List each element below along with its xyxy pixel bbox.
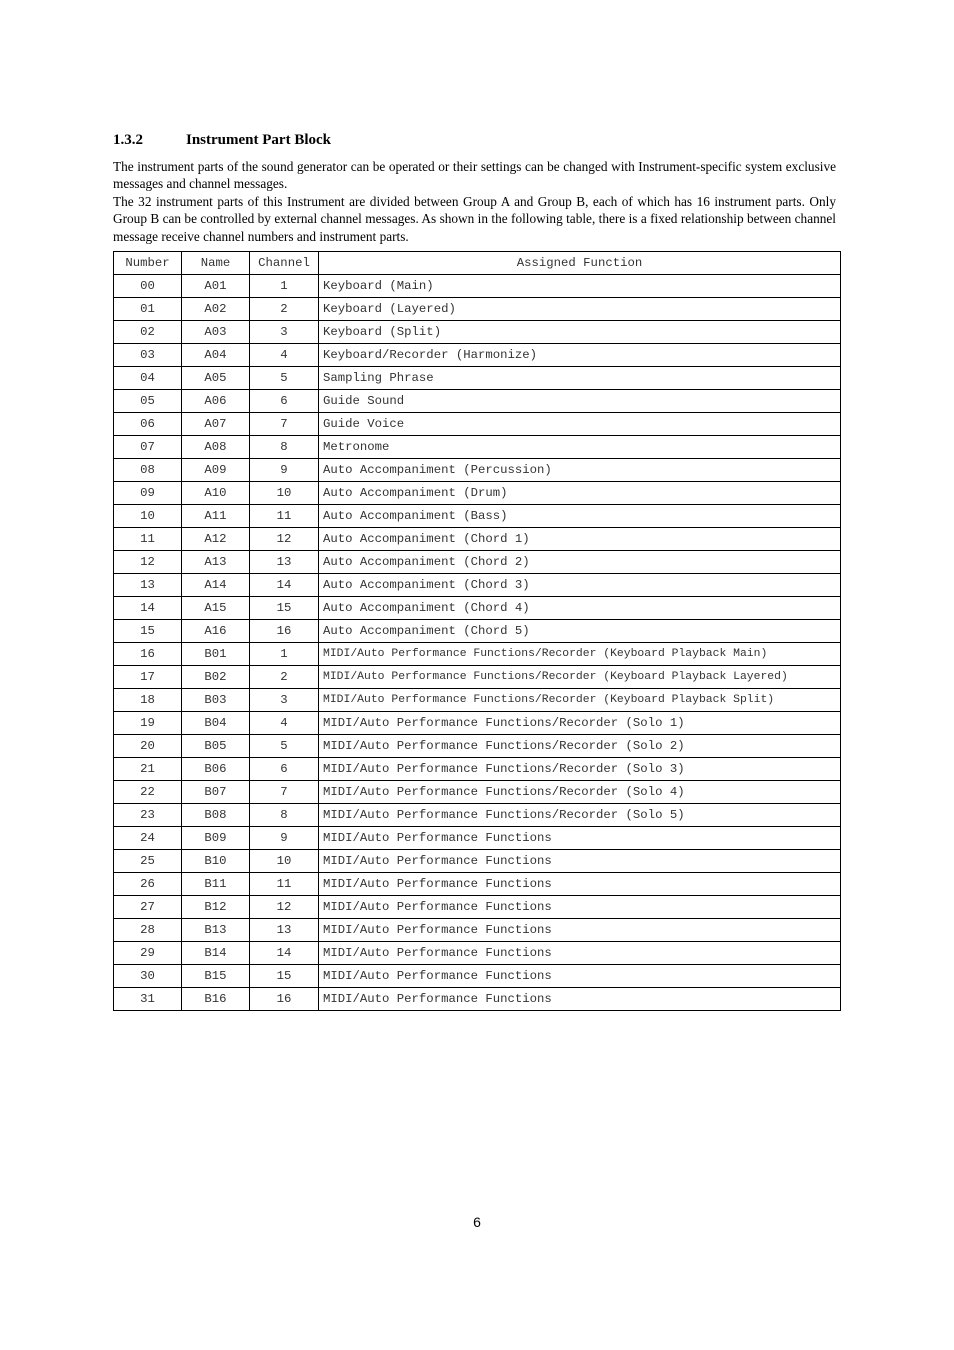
table-row: [114, 298, 841, 321]
cell-assigned-function: MIDI/Auto Performance Functions/Recorder (Solo 4): [319, 781, 841, 804]
cell-channel: 9: [250, 459, 319, 482]
table-row: [114, 528, 841, 551]
instrument-parts-table: [113, 251, 841, 1011]
cell-channel: 5: [250, 367, 319, 390]
cell-assigned-function: MIDI/Auto Performance Functions: [319, 896, 841, 919]
cell-name: B12: [182, 896, 250, 919]
cell-assigned-function: Auto Accompaniment (Chord 2): [319, 551, 841, 574]
cell-assigned-function: MIDI/Auto Performance Functions: [319, 873, 841, 896]
cell-name: A11: [182, 505, 250, 528]
cell-name: B13: [182, 919, 250, 942]
cell-assigned-function: Guide Sound: [319, 390, 841, 413]
table-row: [114, 413, 841, 436]
cell-assigned-function: Auto Accompaniment (Chord 4): [319, 597, 841, 620]
cell-number: 06: [114, 413, 182, 436]
cell-number: 00: [114, 275, 182, 298]
cell-assigned-function: Keyboard/Recorder (Harmonize): [319, 344, 841, 367]
cell-name: B08: [182, 804, 250, 827]
cell-number: 23: [114, 804, 182, 827]
header-assigned-function: Assigned Function: [319, 252, 841, 275]
cell-channel: 16: [250, 620, 319, 643]
table-row: [114, 505, 841, 528]
cell-number: 05: [114, 390, 182, 413]
cell-name: A05: [182, 367, 250, 390]
table-row: [114, 620, 841, 643]
cell-assigned-function: MIDI/Auto Performance Functions/Recorder (Solo 3): [319, 758, 841, 781]
cell-name: B10: [182, 850, 250, 873]
section-heading: [113, 132, 331, 149]
cell-assigned-function: MIDI/Auto Performance Functions: [319, 827, 841, 850]
table-row: [114, 896, 841, 919]
cell-assigned-function: MIDI/Auto Performance Functions/Recorder (Solo 1): [319, 712, 841, 735]
cell-number: 03: [114, 344, 182, 367]
table-row: [114, 712, 841, 735]
table-row: [114, 781, 841, 804]
table-row: [114, 735, 841, 758]
cell-name: A15: [182, 597, 250, 620]
cell-assigned-function: Sampling Phrase: [319, 367, 841, 390]
cell-channel: 1: [250, 643, 319, 666]
table-row: [114, 551, 841, 574]
cell-name: B07: [182, 781, 250, 804]
cell-channel: 2: [250, 298, 319, 321]
cell-assigned-function: Keyboard (Split): [319, 321, 841, 344]
cell-number: 27: [114, 896, 182, 919]
cell-channel: 15: [250, 965, 319, 988]
cell-name: A04: [182, 344, 250, 367]
table-row: [114, 804, 841, 827]
table-row: [114, 850, 841, 873]
section-title: Instrument Part Block: [186, 132, 331, 148]
cell-channel: 8: [250, 804, 319, 827]
table-row: [114, 390, 841, 413]
cell-number: 28: [114, 919, 182, 942]
cell-name: A01: [182, 275, 250, 298]
cell-channel: 4: [250, 344, 319, 367]
cell-assigned-function: Auto Accompaniment (Bass): [319, 505, 841, 528]
cell-name: A02: [182, 298, 250, 321]
cell-number: 15: [114, 620, 182, 643]
cell-channel: 11: [250, 505, 319, 528]
cell-assigned-function: Auto Accompaniment (Chord 5): [319, 620, 841, 643]
table-row: [114, 919, 841, 942]
cell-assigned-function: MIDI/Auto Performance Functions/Recorder (Keyboard Playback Split): [319, 689, 841, 712]
cell-number: 20: [114, 735, 182, 758]
cell-name: B05: [182, 735, 250, 758]
cell-channel: 4: [250, 712, 319, 735]
cell-channel: 1: [250, 275, 319, 298]
cell-number: 13: [114, 574, 182, 597]
table-row: [114, 965, 841, 988]
cell-name: A07: [182, 413, 250, 436]
cell-assigned-function: Auto Accompaniment (Drum): [319, 482, 841, 505]
page-number: 6: [473, 1214, 481, 1230]
cell-name: B11: [182, 873, 250, 896]
cell-name: B02: [182, 666, 250, 689]
cell-channel: 2: [250, 666, 319, 689]
cell-number: 29: [114, 942, 182, 965]
cell-assigned-function: Metronome: [319, 436, 841, 459]
cell-name: A14: [182, 574, 250, 597]
cell-number: 08: [114, 459, 182, 482]
table-row: [114, 643, 841, 666]
cell-number: 21: [114, 758, 182, 781]
cell-assigned-function: MIDI/Auto Performance Functions: [319, 850, 841, 873]
table-row: [114, 321, 841, 344]
cell-assigned-function: Guide Voice: [319, 413, 841, 436]
cell-number: 31: [114, 988, 182, 1011]
intro-paragraph: The instrument parts of the sound generator can be operated or their settings can be changed with Instrument-specific system exclusive messages and channel messages.: [113, 159, 836, 192]
cell-name: B14: [182, 942, 250, 965]
cell-name: A13: [182, 551, 250, 574]
cell-assigned-function: Auto Accompaniment (Chord 1): [319, 528, 841, 551]
cell-number: 12: [114, 551, 182, 574]
header-channel: Channel: [250, 252, 319, 275]
cell-name: A16: [182, 620, 250, 643]
table-row: [114, 827, 841, 850]
table-row: [114, 758, 841, 781]
cell-name: A10: [182, 482, 250, 505]
table-row: [114, 367, 841, 390]
table-row: [114, 988, 841, 1011]
cell-name: A08: [182, 436, 250, 459]
cell-name: B16: [182, 988, 250, 1011]
table-row: [114, 574, 841, 597]
groups-paragraph: The 32 instrument parts of this Instrument are divided between Group A and Group B, each of which has 16 instrument parts. Only Group B can be controlled by external channel messages. As shown in the following table, there is a fixed relationship between channel message receive channel numbers and instrument parts.: [113, 194, 836, 244]
cell-name: A06: [182, 390, 250, 413]
cell-channel: 6: [250, 758, 319, 781]
table-row: [114, 873, 841, 896]
table-body: [114, 275, 841, 1011]
table-row: [114, 689, 841, 712]
cell-number: 02: [114, 321, 182, 344]
cell-channel: 13: [250, 919, 319, 942]
cell-name: A12: [182, 528, 250, 551]
table-row: [114, 482, 841, 505]
cell-name: B15: [182, 965, 250, 988]
cell-number: 14: [114, 597, 182, 620]
cell-assigned-function: MIDI/Auto Performance Functions/Recorder (Keyboard Playback Main): [319, 643, 841, 666]
cell-name: A09: [182, 459, 250, 482]
cell-number: 24: [114, 827, 182, 850]
cell-assigned-function: Keyboard (Main): [319, 275, 841, 298]
cell-number: 22: [114, 781, 182, 804]
cell-assigned-function: MIDI/Auto Performance Functions: [319, 919, 841, 942]
cell-channel: 8: [250, 436, 319, 459]
cell-name: B04: [182, 712, 250, 735]
cell-name: B09: [182, 827, 250, 850]
cell-assigned-function: MIDI/Auto Performance Functions: [319, 942, 841, 965]
cell-number: 19: [114, 712, 182, 735]
cell-name: A03: [182, 321, 250, 344]
header-number: Number: [114, 252, 182, 275]
cell-channel: 12: [250, 896, 319, 919]
cell-channel: 14: [250, 942, 319, 965]
table-row: [114, 459, 841, 482]
cell-assigned-function: MIDI/Auto Performance Functions: [319, 988, 841, 1011]
table-row: [114, 597, 841, 620]
cell-channel: 11: [250, 873, 319, 896]
cell-channel: 16: [250, 988, 319, 1011]
cell-assigned-function: Auto Accompaniment (Percussion): [319, 459, 841, 482]
cell-number: 17: [114, 666, 182, 689]
table-header-row: [114, 252, 841, 275]
cell-channel: 3: [250, 689, 319, 712]
cell-channel: 7: [250, 413, 319, 436]
cell-assigned-function: MIDI/Auto Performance Functions/Recorder (Solo 2): [319, 735, 841, 758]
cell-assigned-function: MIDI/Auto Performance Functions/Recorder (Keyboard Playback Layered): [319, 666, 841, 689]
cell-number: 11: [114, 528, 182, 551]
cell-channel: 15: [250, 597, 319, 620]
table-row: [114, 942, 841, 965]
cell-name: B06: [182, 758, 250, 781]
cell-number: 25: [114, 850, 182, 873]
cell-assigned-function: MIDI/Auto Performance Functions/Recorder (Solo 5): [319, 804, 841, 827]
table-row: [114, 344, 841, 367]
cell-channel: 12: [250, 528, 319, 551]
cell-number: 07: [114, 436, 182, 459]
table-row: [114, 666, 841, 689]
cell-number: 09: [114, 482, 182, 505]
cell-name: B01: [182, 643, 250, 666]
cell-channel: 9: [250, 827, 319, 850]
cell-channel: 5: [250, 735, 319, 758]
cell-assigned-function: MIDI/Auto Performance Functions: [319, 965, 841, 988]
table-row: [114, 275, 841, 298]
cell-channel: 14: [250, 574, 319, 597]
section-number: 1.3.2: [113, 132, 143, 148]
cell-channel: 7: [250, 781, 319, 804]
cell-number: 01: [114, 298, 182, 321]
cell-number: 10: [114, 505, 182, 528]
table-row: [114, 436, 841, 459]
cell-number: 16: [114, 643, 182, 666]
cell-assigned-function: Keyboard (Layered): [319, 298, 841, 321]
header-name: Name: [182, 252, 250, 275]
cell-assigned-function: Auto Accompaniment (Chord 3): [319, 574, 841, 597]
cell-channel: 13: [250, 551, 319, 574]
cell-number: 26: [114, 873, 182, 896]
cell-number: 18: [114, 689, 182, 712]
cell-channel: 10: [250, 482, 319, 505]
cell-name: B03: [182, 689, 250, 712]
cell-channel: 6: [250, 390, 319, 413]
cell-channel: 3: [250, 321, 319, 344]
cell-number: 04: [114, 367, 182, 390]
cell-channel: 10: [250, 850, 319, 873]
cell-number: 30: [114, 965, 182, 988]
